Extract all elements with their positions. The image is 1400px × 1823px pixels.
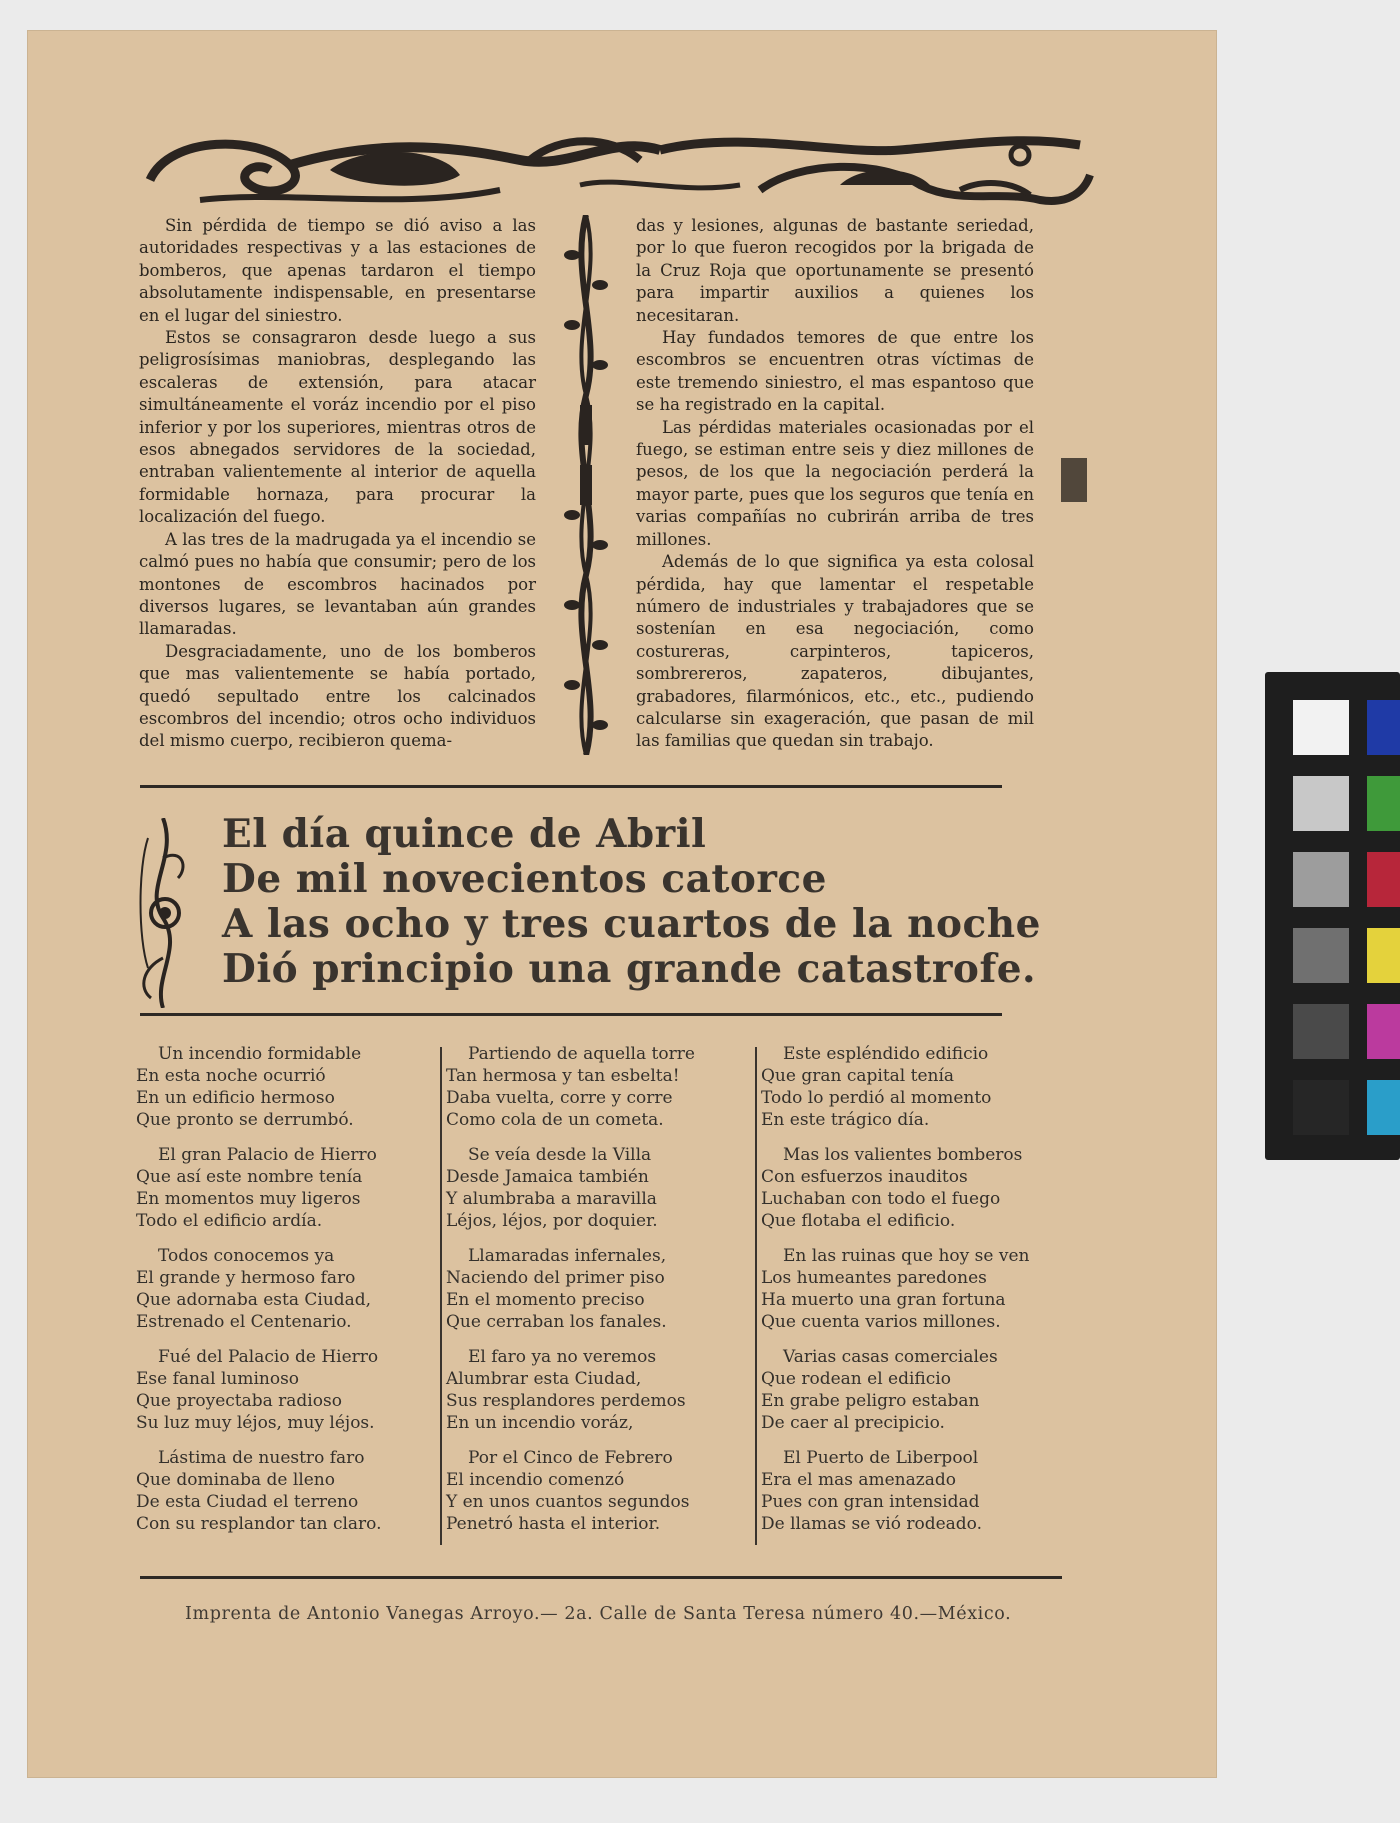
verse-line: Que cerraban los fanales. [446, 1312, 667, 1332]
verse-line: Por el Cinco de Febrero [468, 1448, 673, 1468]
verse-line: En un edificio hermoso [136, 1088, 335, 1108]
verse-line: Que cuenta varios millones. [761, 1312, 1001, 1332]
verse-line: Con su resplandor tan claro. [136, 1514, 382, 1534]
color-patch [1293, 1004, 1349, 1059]
ink-mark [1061, 458, 1087, 502]
verse-line: Todo lo perdió al momento [761, 1088, 992, 1108]
stanza [761, 1346, 1029, 1434]
stanza [446, 1447, 695, 1535]
verse-line: Pues con gran intensidad [761, 1492, 980, 1512]
verse-line: Todo el edificio ardía. [136, 1211, 323, 1231]
verse-line: Fué del Palacio de Hierro [158, 1347, 379, 1367]
verse-line: Que así este nombre tenía [136, 1167, 363, 1187]
verse-line: De llamas se vió rodeado. [761, 1514, 983, 1534]
stanza [446, 1245, 695, 1333]
headline [222, 812, 1042, 992]
verse-line: Daba vuelta, corre y corre [446, 1088, 673, 1108]
verse-line: El faro ya no veremos [468, 1347, 657, 1367]
verse-line: Que flotaba el edificio. [761, 1211, 956, 1231]
header-ornament [140, 130, 1095, 215]
article-paragraph: A las tres de la madrugada ya el incendio se calmó pues no había que consumir; pero de los montones de escombros hacinados por diversos lugares, se levantaban aún grandes llamaradas. [139, 529, 536, 639]
headline-line: El día quince de Abril [222, 811, 707, 857]
verse-line: Que proyectaba radioso [136, 1391, 342, 1411]
article-paragraph: Estos se consagraron desde luego a sus peligrosísimas maniobras, desplegando las escaleras de extensión, para atacar simultáneamente el voráz incendio por el piso inferior y por los superiores, mientras otros de esos abnegados servidores de la sociedad, entraban valientemente al interior de aquella formidable hornaza, para procurar la localización del fuego. [139, 328, 536, 527]
stanza [136, 1245, 382, 1333]
stanza [761, 1144, 1029, 1232]
article-paragraph: Hay fundados temores de que entre los escombros se encuentren otras víctimas de este tremendo siniestro, el mas espantoso que se ha registrado en la capital. [636, 328, 1034, 415]
article-left-column [139, 215, 536, 753]
color-calibration-card [1265, 672, 1400, 1160]
section-rule [140, 1576, 1062, 1579]
verse-line: En esta noche ocurrió [136, 1066, 326, 1086]
verse-line: Ese fanal luminoso [136, 1369, 300, 1389]
verse-line: Era el mas amenazado [761, 1470, 956, 1490]
article-paragraph: Las pérdidas materiales ocasionadas por el fuego, se estiman entre seis y diez millones de pesos, de los que la negociación perderá la mayor parte, pues que los seguros que tenía en varias compañías no cubrirán arriba de tres millones. [636, 417, 1034, 549]
color-patch [1367, 852, 1400, 907]
verse-line: Tan hermosa y tan esbelta! [446, 1066, 680, 1086]
verse-line: Partiendo de aquella torre [468, 1044, 695, 1064]
verse-line: En este trágico día. [761, 1110, 930, 1130]
article-paragraph: Además de lo que significa ya esta colosal pérdida, hay que lamentar el respetable número de industriales y trabajadores que se sostenían en esa negociación, como costureras, carpinteros, tapiceros, sombrereros, zapateros, dibujantes, grabadores, filarmónicos, etc., etc., pudiendo calcularse sin exageración, que pasan de mil las familias que quedan sin trabajo. [636, 552, 1034, 751]
color-patch [1293, 776, 1349, 831]
verse-line: Como cola de un cometa. [446, 1110, 664, 1130]
verse-line: Naciendo del primer piso [446, 1268, 665, 1288]
color-patch [1367, 1004, 1400, 1059]
verse-line: Todos conocemos ya [158, 1246, 335, 1266]
verse-line: En grabe peligro estaban [761, 1391, 980, 1411]
headline-line: A las ocho y tres cuartos de la noche [222, 901, 1041, 947]
verse-line: Desde Jamaica también [446, 1167, 649, 1187]
verse-column-1 [136, 1043, 382, 1548]
color-patch [1293, 852, 1349, 907]
verse-line: Estrenado el Centenario. [136, 1312, 352, 1332]
stanza [136, 1043, 382, 1131]
verse-line: Un incendio formidable [158, 1044, 362, 1064]
verse-line: El Puerto de Liberpool [783, 1448, 979, 1468]
verse-line: Que adornaba esta Ciudad, [136, 1290, 372, 1310]
verse-line: Llamaradas infernales, [468, 1246, 667, 1266]
verse-line: Luchaban con todo el fuego [761, 1189, 1001, 1209]
verse-line: Lástima de nuestro faro [158, 1448, 365, 1468]
stanza [136, 1447, 382, 1535]
verse-column-2 [446, 1043, 695, 1548]
headline-line: De mil novecientos catorce [222, 856, 827, 902]
color-patch [1367, 776, 1400, 831]
stanza [446, 1144, 695, 1232]
column-divider [440, 1047, 442, 1545]
verse-line: Los humeantes paredones [761, 1268, 987, 1288]
verse-line: Que rodean el edificio [761, 1369, 951, 1389]
headline-line: Dió principio una grande catastrofe. [222, 946, 1037, 992]
column-divider [755, 1047, 757, 1545]
section-rule [140, 785, 1002, 788]
color-patch [1367, 700, 1400, 755]
color-patch [1293, 1080, 1349, 1135]
verse-line: Alumbrar esta Ciudad, [446, 1369, 642, 1389]
section-rule [140, 1013, 1002, 1016]
verse-line: En un incendio voráz, [446, 1413, 634, 1433]
verse-line: Que gran capital tenía [761, 1066, 955, 1086]
verse-line: Varias casas comerciales [783, 1347, 998, 1367]
verse-line: Ha muerto una gran fortuna [761, 1290, 1006, 1310]
verse-line: Se veía desde la Villa [468, 1145, 652, 1165]
verse-line: En momentos muy ligeros [136, 1189, 361, 1209]
verse-line: El gran Palacio de Hierro [158, 1145, 377, 1165]
vine-divider-ornament [560, 215, 612, 755]
color-patch [1367, 1080, 1400, 1135]
verse-line: De caer al precipicio. [761, 1413, 945, 1433]
floral-ornament [133, 818, 193, 1008]
verse-line: Y en unos cuantos segundos [446, 1492, 690, 1512]
printer-imprint: Imprenta de Antonio Vanegas Arroyo.— 2a. Calle de Santa Teresa número 40.—México. [185, 1604, 1012, 1624]
verse-line: Que pronto se derrumbó. [136, 1110, 354, 1130]
verse-line: El incendio comenzó [446, 1470, 625, 1490]
verse-line: Con esfuerzos inauditos [761, 1167, 968, 1187]
stanza [446, 1043, 695, 1131]
verse-line: Este espléndido edificio [783, 1044, 989, 1064]
stanza [761, 1245, 1029, 1333]
verse-line: Y alumbraba a maravilla [446, 1189, 657, 1209]
stanza [761, 1043, 1029, 1131]
stanza [761, 1447, 1029, 1535]
verse-line: Léjos, léjos, por doquier. [446, 1211, 658, 1231]
article-right-column [636, 215, 1034, 753]
color-patch [1367, 928, 1400, 983]
verse-line: Que dominaba de lleno [136, 1470, 335, 1490]
verse-column-3 [761, 1043, 1029, 1548]
color-patch [1293, 928, 1349, 983]
verse-line: El grande y hermoso faro [136, 1268, 356, 1288]
verse-line: De esta Ciudad el terreno [136, 1492, 359, 1512]
stanza [136, 1144, 382, 1232]
verse-line: Sus resplandores perdemos [446, 1391, 686, 1411]
verse-line: Su luz muy léjos, muy léjos. [136, 1413, 375, 1433]
article-paragraph: das y lesiones, algunas de bastante seriedad, por lo que fueron recogidos por la brigada de la Cruz Roja que oportunamente se presentó para impartir auxilios a quienes los necesitaran. [636, 216, 1034, 325]
stanza [136, 1346, 382, 1434]
verse-line: En las ruinas que hoy se ven [783, 1246, 1030, 1266]
stanza [446, 1346, 695, 1434]
verse-line: Mas los valientes bomberos [783, 1145, 1023, 1165]
color-patch [1293, 700, 1349, 755]
verse-line: Penetró hasta el interior. [446, 1514, 661, 1534]
article-paragraph: Sin pérdida de tiempo se dió aviso a las autoridades respectivas y a las estaciones de bomberos, que apenas tardaron el tiempo absolutamente indispensable, en presentarse en el lugar del siniestro. [139, 216, 536, 325]
article-paragraph: Desgraciadamente, uno de los bomberos que mas valientemente se había portado, quedó sepultado entre los calcinados escombros del incendio; otros ocho individuos del mismo cuerpo, recibieron quema- [139, 641, 536, 751]
verse-line: En el momento preciso [446, 1290, 645, 1310]
